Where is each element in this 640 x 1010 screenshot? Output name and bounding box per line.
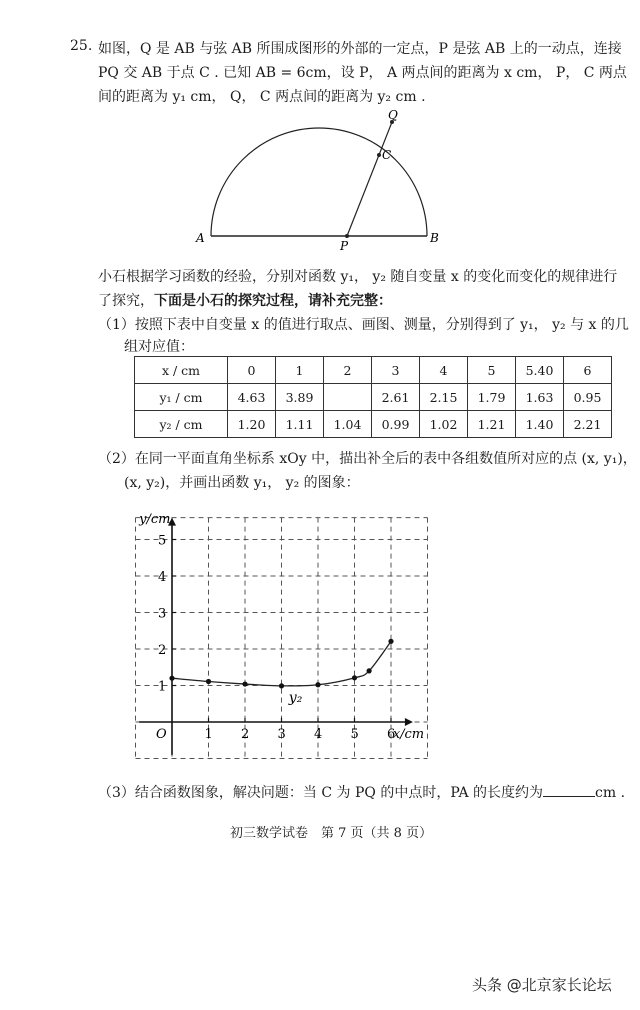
point-c — [377, 153, 381, 157]
table-header: x / cm — [135, 357, 228, 384]
para-line-1: 小石根据学习函数的经验，分别对函数 y₁， y₂ 随自变量 x 的变化而变化的规律进行 — [98, 269, 618, 285]
table-cell: 5.40 — [516, 357, 564, 384]
y-tick-label: 4 — [158, 570, 167, 585]
table-cell: 3.89 — [276, 384, 324, 411]
function-graph — [120, 495, 440, 765]
table-cell: 2.15 — [420, 384, 468, 411]
part3-unit: cm . — [595, 785, 626, 801]
table-cell: 0 — [228, 357, 276, 384]
curve-label-y2: y₂ — [288, 689, 303, 706]
part2-line-2: (x, y₂)，并画出函数 y₁， y₂ 的图象： — [124, 475, 360, 491]
data-point-y2 — [279, 683, 284, 688]
problem-number: 25. — [70, 38, 93, 54]
x-axis-label: x/cm — [392, 727, 425, 742]
label-q: Q — [388, 108, 398, 122]
para-line-2-bold: 下面是小石的探究过程，请补充完整： — [154, 293, 392, 309]
table-cell: 2.61 — [372, 384, 420, 411]
table-cell: 3 — [372, 357, 420, 384]
table-cell: 2 — [324, 357, 372, 384]
arc-ab — [211, 128, 427, 236]
part3-text: （3）结合函数图象，解决问题：当 C 为 PQ 的中点时，PA 的长度约为 — [98, 785, 544, 801]
table-cell: 1.21 — [468, 411, 516, 438]
data-point-y2 — [206, 679, 211, 684]
x-tick-label: 6 — [387, 727, 396, 742]
table-cell: 5 — [468, 357, 516, 384]
part2-line-1: （2）在同一平面直角坐标系 xOy 中，描出补全后的表中各组数值所对应的点 (x, y₁)， — [98, 451, 637, 467]
intro-line-1: 如图，Q 是 AB 与弦 AB 所围成图形的外部的一定点，P 是弦 AB 上的一动点，连接 — [98, 41, 622, 57]
data-point-y2 — [315, 682, 320, 687]
part1-line-2: 组对应值： — [124, 339, 194, 355]
table-cell: 1.11 — [276, 411, 324, 438]
x-tick-label: 2 — [241, 727, 250, 742]
label-a: A — [196, 231, 205, 245]
label-b: B — [430, 231, 439, 245]
data-point-y2 — [367, 668, 372, 673]
table-cell: 4.63 — [228, 384, 276, 411]
x-axis-arrow — [405, 718, 413, 726]
table-row-x — [135, 357, 612, 384]
y-axis-label: y/cm — [139, 512, 171, 528]
table-cell: 4 — [420, 357, 468, 384]
table-header: y₂ / cm — [135, 411, 228, 438]
table-cell: 1.02 — [420, 411, 468, 438]
table-cell: 1.40 — [516, 411, 564, 438]
data-point-y2 — [242, 681, 247, 686]
data-point-y2 — [388, 639, 393, 644]
segment-pq — [347, 122, 392, 236]
table-cell: 2.21 — [564, 411, 612, 438]
x-tick-label: 1 — [204, 727, 213, 742]
table-cell: 1 — [276, 357, 324, 384]
para-line-2 — [98, 290, 392, 310]
table-cell: 6 — [564, 357, 612, 384]
data-point-y2 — [352, 675, 357, 680]
y-tick-label: 2 — [158, 643, 167, 658]
point-p — [345, 234, 349, 238]
table-cell-blank — [324, 384, 372, 411]
x-tick-label: 3 — [277, 727, 286, 742]
axes — [139, 518, 413, 755]
table-cell: 1.79 — [468, 384, 516, 411]
part3-line — [98, 782, 625, 802]
table-row-y1 — [135, 384, 612, 411]
table-cell: 1.63 — [516, 384, 564, 411]
y-tick-label: 3 — [158, 606, 167, 622]
intro-line-3: 间的距离为 y₁ cm， Q， C 两点间的距离为 y₂ cm . — [98, 89, 426, 105]
data-point-y2 — [169, 676, 174, 681]
label-c: C — [382, 148, 392, 162]
para-line-2-normal: 了探究， — [98, 293, 154, 309]
table-cell: 0.95 — [564, 384, 612, 411]
watermark: 头条 @北京家长论坛 — [472, 976, 612, 994]
table-row-y2 — [135, 411, 612, 438]
y-tick-label: 5 — [158, 533, 167, 549]
table-cell: 1.04 — [324, 411, 372, 438]
table-cell: 1.20 — [228, 411, 276, 438]
table-cell: 0.99 — [372, 411, 420, 438]
x-tick-label: 5 — [350, 727, 359, 742]
page-footer: 初三数学试卷 第 7 页（共 8 页） — [230, 826, 433, 841]
y-tick-label: 1 — [158, 679, 167, 695]
value-table — [134, 356, 612, 438]
part1-line-1: （1）按照下表中自变量 x 的值进行取点、画图、测量，分别得到了 y₁， y₂ 与 x 的几 — [98, 317, 629, 333]
answer-blank[interactable] — [543, 784, 595, 797]
label-p: P — [340, 239, 349, 253]
x-tick-label: 4 — [314, 727, 323, 742]
intro-line-2: PQ 交 AB 于点 C . 已知 AB = 6cm，设 P， A 两点间的距离为 x cm， P， C 两点 — [98, 65, 627, 81]
origin-label: O — [156, 727, 167, 742]
tick-labels — [158, 534, 395, 743]
geometry-figure — [190, 108, 450, 253]
table-header: y₁ / cm — [135, 384, 228, 411]
